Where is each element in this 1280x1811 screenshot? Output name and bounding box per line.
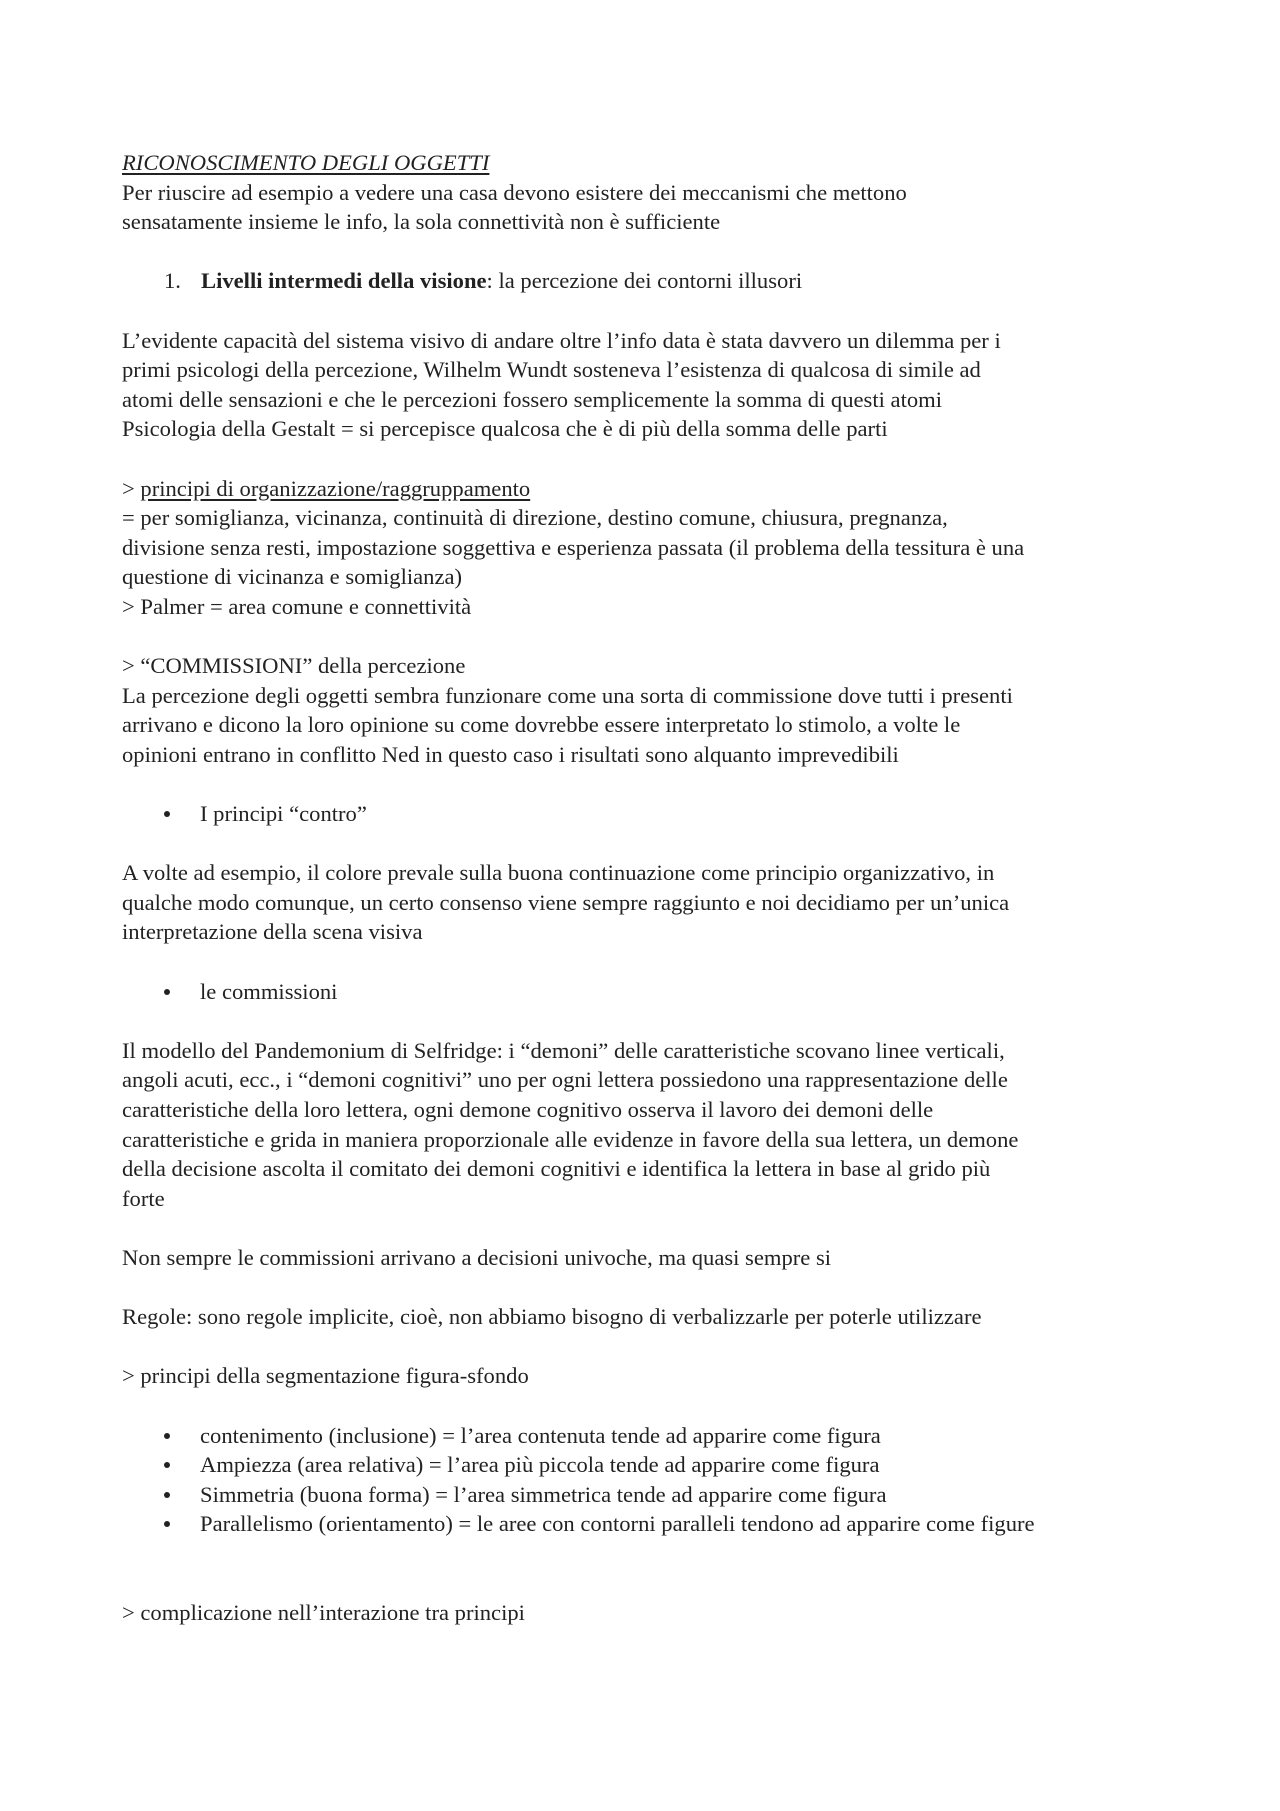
list-item: contenimento (inclusione) = l’area contenuta tende ad apparire come figura	[122, 1421, 1182, 1451]
segmentation-heading: > principi della segmentazione figura-sfondo	[122, 1363, 529, 1389]
paragraph-line: questione di vicinanza e somiglianza)	[122, 564, 463, 590]
bullet-icon	[164, 1521, 170, 1527]
numbered-item-bold: Livelli intermedi della visione	[201, 268, 487, 294]
paragraph-line: primi psicologi della percezione, Wilhelm Wundt sosteneva l’esistenza di qualcosa di simile ad	[122, 357, 981, 383]
paragraph-line: L’evidente capacità del sistema visivo di andare oltre l’info data è stata davvero un dilemma per i	[122, 327, 1001, 353]
complication-heading: > complicazione nell’interazione tra principi	[122, 1600, 525, 1626]
bullet-icon	[164, 1492, 170, 1498]
list-item: Parallelismo (orientamento) = le aree con contorni paralleli tendono ad apparire come figure	[122, 1509, 1182, 1539]
list-item: Ampiezza (area relativa) = l’area più piccola tende ad apparire come figura	[122, 1450, 1182, 1480]
segmentation-list	[122, 1421, 1182, 1539]
paragraph-line: qualche modo comunque, un certo consenso viene sempre raggiunto e noi decidiamo per un’unica	[122, 889, 1010, 915]
commissioni-heading: > “COMMISSIONI” della percezione	[122, 653, 466, 679]
list-item: le commissioni	[122, 977, 1182, 1007]
paragraph-line: della decisione ascolta il comitato dei demoni cognitivi e identifica la lettera in base al grido più	[122, 1156, 991, 1182]
paragraph-line: La percezione degli oggetti sembra funzionare come una sorta di commissione dove tutti i presenti	[122, 682, 1013, 708]
bullet-icon	[164, 1433, 170, 1439]
bullet-list	[122, 977, 1182, 1007]
paragraph-line: Psicologia della Gestalt = si percepisce qualcosa che è di più della somma delle parti	[122, 416, 888, 442]
intro-line: sensatamente insieme le info, la sola connettività non è sufficiente	[122, 209, 721, 235]
paragraph-line: interpretazione della scena visiva	[122, 919, 423, 945]
paragraph-line: arrivano e dicono la loro opinione su come dovrebbe essere interpretato lo stimolo, a volte le	[122, 712, 961, 738]
principles-heading-text: principi di organizzazione/raggruppamento	[140, 475, 531, 501]
paragraph-line: atomi delle sensazioni e che le percezioni fossero semplicemente la somma di questi atomi	[122, 386, 943, 412]
principles-heading	[122, 474, 1182, 504]
bullet-icon	[164, 1462, 170, 1468]
paragraph-line: Regole: sono regole implicite, cioè, non abbiamo bisogno di verbalizzarle per poterle utilizzare	[122, 1304, 982, 1330]
paragraph-line: > Palmer = area comune e connettività	[122, 593, 472, 619]
list-number: 1.	[164, 268, 181, 294]
bullet-icon	[164, 989, 170, 995]
paragraph-line: divisione senza resti, impostazione soggettiva e esperienza passata (il problema della tessitura è una	[122, 534, 1025, 560]
paragraph-line: Il modello del Pandemonium di Selfridge: i “demoni” delle caratteristiche scovano linee verticali,	[122, 1037, 1005, 1063]
bullet-list	[122, 799, 1182, 829]
principles-prefix: >	[122, 475, 141, 501]
paragraph-line: caratteristiche e grida in maniera proporzionale alle evidenze in favore della sua lettera, un demone	[122, 1126, 1019, 1152]
bullet-icon	[164, 811, 170, 817]
numbered-item	[122, 266, 1182, 296]
paragraph-line: opinioni entrano in conflitto Ned in questo caso i risultati sono alquanto imprevedibili	[122, 741, 899, 767]
paragraph-line: caratteristiche della loro lettera, ogni demone cognitivo osserva il lavoro dei demoni delle	[122, 1097, 934, 1122]
list-item: I principi “contro”	[122, 799, 1182, 829]
paragraph-line: Non sempre le commissioni arrivano a decisioni univoche, ma quasi sempre si	[122, 1244, 832, 1270]
numbered-item-rest: : la percezione dei contorni illusori	[486, 268, 803, 294]
list-item: Simmetria (buona forma) = l’area simmetrica tende ad apparire come figura	[122, 1480, 1182, 1510]
paragraph-line: angoli acuti, ecc., i “demoni cognitivi” uno per ogni lettera possiedono una rappresentazione delle	[122, 1067, 1008, 1093]
document-page	[122, 148, 1182, 1628]
paragraph-line: forte	[122, 1185, 165, 1211]
document-title: RICONOSCIMENTO DEGLI OGGETTI	[122, 150, 490, 175]
intro-line: Per riuscire ad esempio a vedere una casa devono esistere dei meccanismi che mettono	[122, 179, 907, 205]
paragraph-line: A volte ad esempio, il colore prevale sulla buona continuazione come principio organizzativo, in	[122, 860, 995, 886]
paragraph-line: = per somiglianza, vicinanza, continuità di direzione, destino comune, chiusura, pregnanza,	[122, 505, 948, 531]
